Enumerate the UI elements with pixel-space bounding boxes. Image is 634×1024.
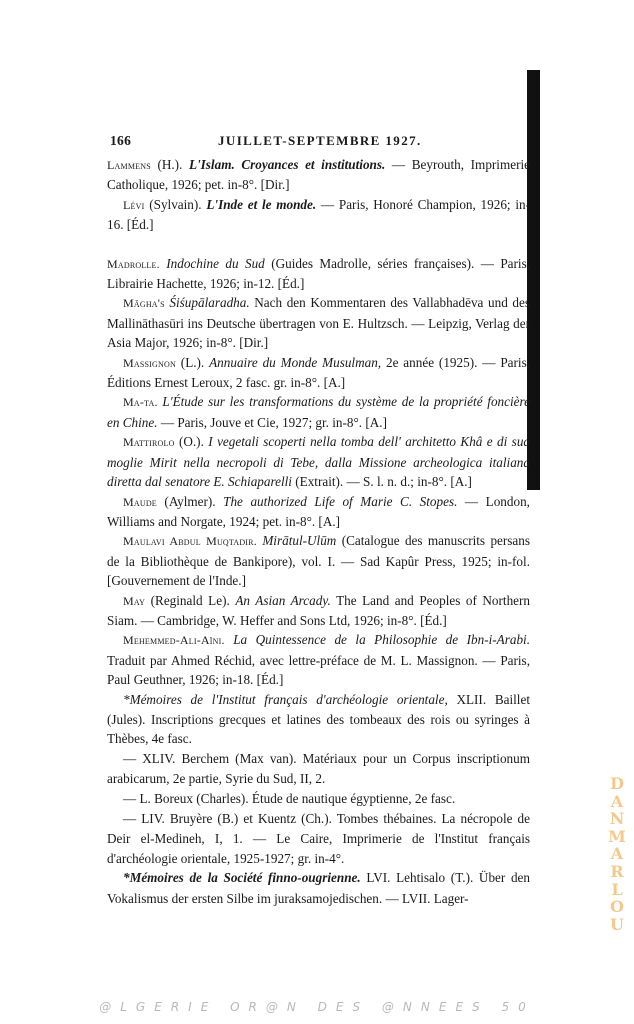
bibliography-entry (107, 432, 530, 491)
entry-detail: (O.). (174, 434, 209, 450)
entry-author: May (123, 593, 146, 608)
watermark-letter: A (610, 791, 624, 811)
entry-imprint: (Extrait). — S. l. n. d.; in-8°. [A.] (291, 474, 472, 490)
entry-title: La Quintessence de la Philosophie de Ibn-i-Arabi. (233, 632, 530, 648)
watermark-letter: L (611, 879, 623, 899)
entry-imprint: The Land and Peoples of Northern Siam. — Cambridge, W. Heffer and Sons Ltd, 1926; in-8°. [Éd.] (107, 592, 531, 628)
entry-detail: (Aylmer). (156, 493, 224, 509)
entry-imprint: LVI. Lehtisalo (T.). Über den Vokalismus der ersten Silbe im juraksamojedischen. — LVII. Lager- (107, 870, 530, 906)
entry-author: Maulavi Abdul Muqtadir. (123, 534, 257, 549)
bibliography-entry (107, 195, 530, 235)
bibliography-entry (107, 868, 530, 908)
page-header (110, 133, 530, 153)
entry-imprint: (Guides Madrolle, séries françaises). — Paris, Librairie Hachette, 1926; in-12. [Éd.] (107, 255, 530, 292)
bibliography-entry (107, 254, 530, 294)
bibliography-entry (107, 630, 530, 689)
bibliography-entry (107, 155, 530, 195)
bibliography-entry (107, 531, 530, 590)
footer-watermark: @LGERIE OR@N DES @NNEES 50 (99, 1000, 535, 1014)
watermark-letter: O (610, 897, 624, 917)
page-number: 166 (110, 133, 132, 148)
entry-title: *Mémoires de la Société finno-ougrienne. (123, 870, 361, 886)
entry-detail: — XLIV. Berchem (Max van). Matériaux pour un Corpus inscriptionum arabicarum, 2e partie, Syrie du Sud, II, 2. (107, 750, 530, 787)
entry-imprint: Traduit par Ahmed Réchid, avec lettre-préface de M. L. Massignon. — Paris, Paul Geuthner, 1926; in-18. [Éd.] (107, 652, 530, 688)
entry-detail: (Sylvain). (144, 196, 207, 212)
watermark-letter: D (610, 774, 624, 793)
entry-title: Mirātul-Ulūm (262, 533, 337, 549)
entry-detail: (L.). (175, 354, 210, 370)
entry-title: L'Islam. Croyances et institutions. (188, 157, 386, 172)
entry-imprint: 2e année (1925). — Paris, Éditions Ernest Leroux, 2 fasc. gr. in-8°. [A.] (107, 354, 530, 391)
bibliography-list (107, 155, 530, 908)
entry-title: Śiśupālaradha. (169, 295, 250, 311)
watermark-letter: N (609, 809, 625, 829)
bibliography-entry (107, 749, 530, 789)
entry-imprint: XLII. Baillet (Jules). Inscriptions grecques et latines des tombeaux des rois ou syringes à Thèbes, 4e fasc. (107, 691, 530, 747)
entry-imprint: Nach den Kommentaren des Vallabhadēva und des Mallināthasūri ins Deutsche übertragen von E. Hultzsch. — Leipzig, Verlag der Asia Major, 1926; in-8°. [Dir.] (107, 295, 531, 351)
watermark-letter: A (610, 844, 624, 864)
entry-title: I vegetali scoperti nella tomba dell' architetto Khâ e di sua moglie Mirit nella necropoli di Tebe, dalla Missione archeologica italiana diretta dal senatore E. Schiaparelli (107, 434, 531, 490)
bibliography-entry (107, 690, 530, 749)
entry-title: *Mémoires de l'Institut français d'archéologie orientale, (123, 691, 448, 707)
bibliography-entry (107, 809, 530, 868)
entry-imprint: — London, Williams and Norgate, 1924; pet. in-8°. [A.] (107, 493, 530, 529)
entry-detail: (H.). (150, 157, 189, 172)
entry-author: Madrolle. (107, 256, 160, 271)
entry-imprint: (Catalogue des manuscrits persans de la Bibliothèque de Bankipore), vol. I. — Sad Kapûr Press, 1925; in-fol. [Gouvernement de l'Inde.] (107, 533, 531, 589)
entry-title: An Asian Arcady. (235, 592, 331, 608)
entry-author: Ma-ta. (123, 395, 158, 410)
bibliography-entry (107, 392, 530, 432)
watermark-letter: R (610, 861, 624, 881)
entry-title: Annuaire du Monde Musulman, (209, 354, 382, 370)
entry-author: Lammens (107, 158, 151, 172)
entry-title: L'Inde et le monde. (206, 196, 317, 212)
running-title: JUILLET-SEPTEMBRE 1927. (218, 133, 422, 148)
entry-author: Mattirolo (123, 435, 175, 450)
entry-imprint: — Beyrouth, Imprimerie Catholique, 1926; pet. in-8°. [Dir.] (107, 157, 530, 193)
entry-title: Indochine du Sud (166, 255, 265, 271)
bibliography-entry (107, 353, 530, 393)
entry-author: Mehemmed-Ali-Aïni. (123, 633, 225, 648)
watermark-letter: M (608, 826, 626, 846)
entry-author: Lévi (123, 197, 145, 212)
entry-detail: — L. Boreux (Charles). Étude de nautique égyptienne, 2e fasc. (123, 790, 456, 806)
watermark-letter: U (610, 914, 624, 934)
entry-detail (225, 632, 234, 647)
bibliography-entry (107, 492, 530, 532)
entry-author: Māgha's (123, 296, 165, 311)
bibliography-entry (107, 293, 530, 352)
entry-title: L'Étude sur les transformations du système de la propriété foncière en Chine. (107, 394, 531, 430)
vertical-watermark (605, 775, 629, 985)
bibliography-entry (107, 789, 530, 809)
entry-detail: (Reginald Le). (145, 592, 236, 608)
entry-detail: — LIV. Bruyère (B.) et Kuentz (Ch.). Tombes thébaines. La nécropole de Deir el-Medineh, I, 1. — Le Caire, Imprimerie de l'Institut français d'archéologie orientale, 1925-1927; gr. in-4°. (107, 811, 530, 866)
entry-title: The authorized Life of Marie C. Stopes. (223, 493, 458, 509)
entry-author: Massignon (123, 355, 176, 370)
entry-imprint: — Paris, Jouve et Cie, 1927; gr. in-8°. [A.] (157, 414, 387, 430)
bibliography-entry (107, 591, 530, 631)
entry-author: Maude (123, 494, 157, 509)
entry-imprint: — Paris, Honoré Champion, 1926; in-16. [Éd.] (107, 196, 530, 233)
